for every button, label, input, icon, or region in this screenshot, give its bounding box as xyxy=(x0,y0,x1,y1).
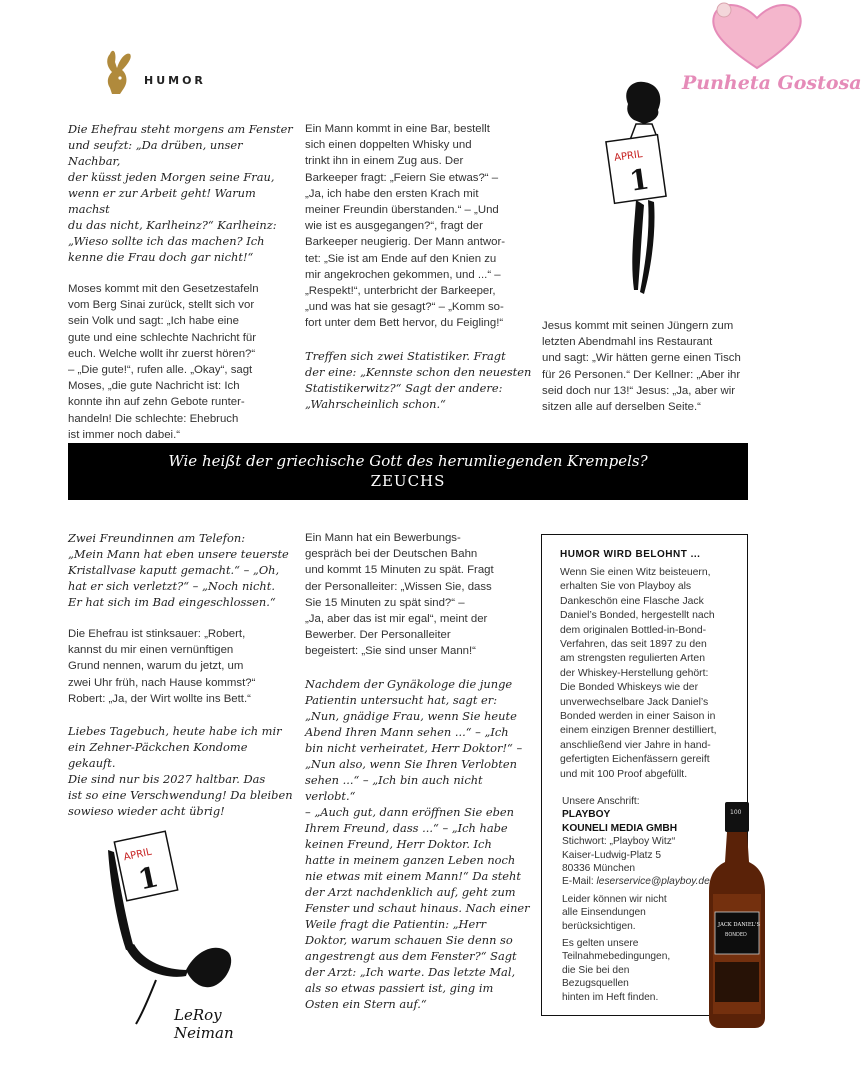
address-note-1: Leider können wir nicht alle Einsendungen berücksichtigen. xyxy=(562,893,667,932)
calendar-bottom-day: 1 xyxy=(135,860,162,897)
joke-last-supper: Jesus kommt mit seinen Jüngern zum letzten Abendmahl ins Restaurant und sagt: „Wir hätten gerne einen Tisch für 26 Personen.“ Der Kellner: „Aber ihr seid doch nur 13!“ Jesus: „Ja, aber wir sitzen alle auf derselben Seite.“ xyxy=(542,320,741,414)
section-label: HUMOR xyxy=(144,74,206,87)
calendar-top-month: APRIL xyxy=(613,149,644,164)
calendar-top-day: 1 xyxy=(627,162,652,198)
riddle-banner xyxy=(68,443,748,500)
joke-crystal-vase: Zwei Freundinnen am Telefon: „Mein Mann hat eben unsere teuerste Kristallvase kaputt gemacht.“ – „Oh, hat er sich verletzt?“ – „Noch nicht. Er hat sich im Bad eingeschlossen.“ xyxy=(68,531,289,609)
whiskey-bottle-icon xyxy=(705,802,769,1030)
col3-top xyxy=(542,318,782,431)
address-line-2: KOUNELI MEDIA GMBH xyxy=(562,822,678,834)
bottle-label: BONDED xyxy=(725,932,747,938)
address-street: Kaiser-Ludwig-Platz 5 xyxy=(562,849,662,861)
riddle-question: Wie heißt der griechische Gott des herumliegenden Krempels? xyxy=(168,452,648,470)
header xyxy=(100,48,260,98)
calendar-bottom-month: APRIL xyxy=(122,846,153,864)
watermark xyxy=(680,0,862,100)
col1-top xyxy=(68,121,298,459)
joke-diary: Liebes Tagebuch, heute habe ich mir ein Zehner-Päckchen Kondome gekauft. Die sind nur bis 2027 haltbar. Das ist so eine Verschwendung! Da bleiben sowieso wieder acht übrig! xyxy=(68,724,293,819)
address-email-line: E-Mail: leserservice@playboy.de xyxy=(562,876,710,888)
joke-bar-whisky: Ein Mann kommt in eine Bar, bestellt sich einen doppelten Whisky und trinkt ihn in einem Zug aus. Der Barkeeper fragt: „Feiern Sie etwas?“ – „Ja, ich habe den ersten Krach mit meiner Freundin überstanden.“ – „Und wie ist es ausgegangen?“, fragt der Barkeeper neugierig. Der Mann antwor- tet: „Sie ist am Ende auf den Knien zu mir angekrochen gekommen, und ...“ – „Respekt!“, unterbricht der Barkeeper, „und was hat sie gesagt?“ – „Komm so- fort unter dem Bett hervor, du Feigling!“ xyxy=(305,123,506,330)
illustration-woman-calendar xyxy=(600,80,690,300)
bottle-cap-label: 100 xyxy=(730,809,742,816)
reward-box-title: HUMOR WIRD BELOHNT ... xyxy=(560,549,701,560)
heart-icon xyxy=(702,0,812,70)
address-block xyxy=(562,795,712,1004)
bunny-logo-icon xyxy=(100,48,134,96)
reclining-woman-illustration-icon xyxy=(96,830,286,1030)
woman-illustration-icon xyxy=(600,80,690,300)
address-keyword: Stichwort: „Playboy Witz“ xyxy=(562,836,676,848)
address-note-2: Es gelten unsere Teilnahmebedingungen, die Sie bei den Bezugsquellen hinten im Heft finden. xyxy=(562,938,671,1003)
whiskey-bottle xyxy=(705,802,769,1030)
illustration-legs-calendar xyxy=(96,830,286,1042)
col1-bottom xyxy=(68,530,298,835)
bottle-brand: JACK DANIEL'S xyxy=(718,922,761,928)
joke-window-neighbor: Die Ehefrau steht morgens am Fenster und seufzt: „Da drüben, unser Nachbar, der küsst jeden Morgen seine Frau, wenn er zur Arbeit geht! Warum machst du das nicht, Karlheinz?“ Karlheinz: „Wieso sollte ich das machen? Ich kenne die Frau doch gar nicht!“ xyxy=(68,122,293,264)
joke-statisticians: Treffen sich zwei Statistiker. Fragt der eine: „Kennste schon den neuesten Statistikerwitz?“ Sagt der andere: „Wahrscheinlich schon.“ xyxy=(305,348,532,411)
joke-moses: Moses kommt mit den Gesetzestafeln vom Berg Sinai zurück, stellt sich vor sein Volk und sagt: „Ich habe eine gute und eine schlechte Nachricht für euch. Welche wollt ihr zuerst hören?“ – „Die gute!“, rufen alle. „Okay“, sagt Moses, „die gute Nachricht ist: Ich konnte ihn auf zehn Gebote runter- handeln! Die schlechte: Ehebruch ist immer noch dabei.“ xyxy=(68,283,259,441)
col2-top xyxy=(305,121,535,428)
reward-box-text: Wenn Sie einen Witz beisteuern, erhalten Sie von Playboy als Dankeschön eine Flasche Jack Daniel’s Bonded, hergestellt nach dem originalen Bottled-in-Bond- Verfahren, das seit 1897 zu den am strengsten regulierten Arten der Whiskey-Herstellung gehört: Die Bonded Whiskeys wie der unverwechselbare Jack Daniel’s Bonded werden in einer Saison in einem einzigen Brenner destilliert, anschließend vier Jahre in hand- gefertigten Eichenfässern gereift und mit 100 Proof abgefüllt. xyxy=(560,567,717,780)
address-city: 80336 München xyxy=(562,863,636,875)
address-line-1: PLAYBOY xyxy=(562,809,611,821)
watermark-text: Punheta Gostosa xyxy=(682,72,862,94)
joke-bahn-interview: Ein Mann hat ein Bewerbungs- gespräch bei der Deutschen Bahn und kommt 15 Minuten zu spät. Fragt der Personalleiter: „Wissen Sie, dass Sie 15 Minuten zu spät sind?“ – „Ja, aber das ist mir egal“, meint der Bewerber. Der Personalleiter begeistert: „Sie sind unser Mann!“ xyxy=(305,532,494,658)
email-link[interactable]: leserservice@playboy.de xyxy=(596,876,710,888)
joke-gynecologist: Nachdem der Gynäkologe die junge Patientin untersucht hat, sagt er: „Nun, gnädige Frau, wenn Sie heute Abend Ihren Mann sehen ...“ – „Ich bin nicht verheiratet, Herr Doktor!“ – „Nun also, wenn Sie Ihren Verlobten sehen ...“ – „Ich bin auch nicht verlobt.“ – „Auch gut, dann eröffnen Sie eben Ihrem Freund, dass ...“ – „Ich habe keinen Freund, Herr Doktor. Ich hatte in meinem ganzen Leben noch nie etwas mit einem Mann!“ Da steht der Arzt nachdenklich auf, geht zum Fenster und schaut hinaus. Nach einer Weile fragt die Patientin: „Herr Doktor, warum schauen Sie denn so angestrengt aus dem Fenster?“ Sagt der Arzt: „Ich warte. Das letzte Mal, als so etwas passiert ist, ging im Osten ein Stern auf.“ xyxy=(305,676,530,1011)
col2-bottom xyxy=(305,530,535,1028)
address-intro: Unsere Anschrift: xyxy=(562,796,640,807)
joke-robert: Die Ehefrau ist stinksauer: „Robert, kannst du mir einen vernünftigen Grund nennen, warum du jetzt, um zwei Uhr früh, nach Hause kommst?“ Robert: „Ja, der Wirt wollte ins Bett.“ xyxy=(68,628,256,705)
riddle-answer: ZEUCHS xyxy=(370,472,446,490)
artist-signature: LeRoy Neiman xyxy=(174,1006,234,1042)
